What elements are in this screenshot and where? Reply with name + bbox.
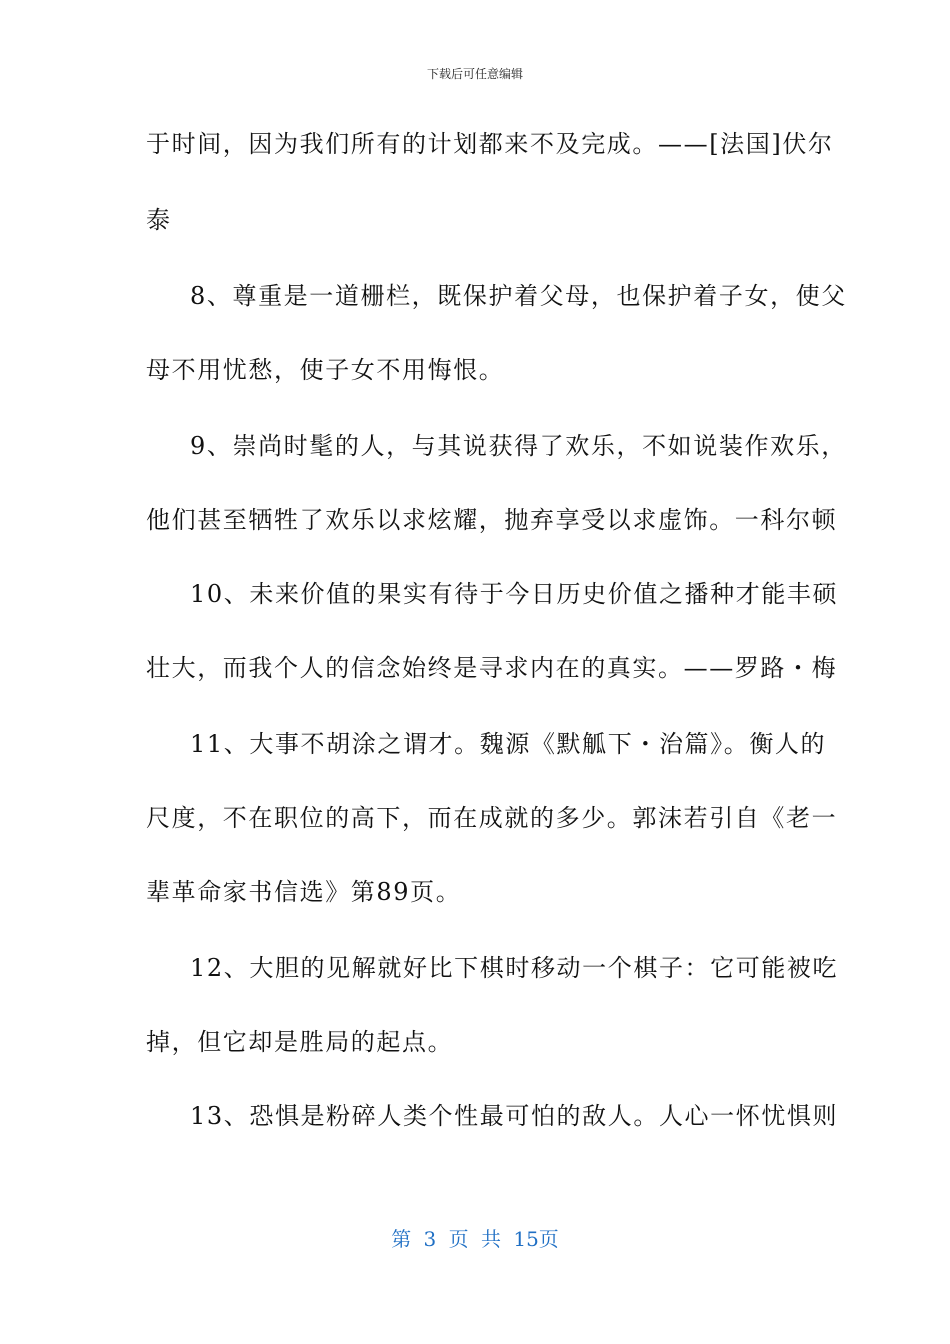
text-line: 辈革命家书信选》第89页。 (146, 878, 462, 906)
text-line: 13、恐惧是粉碎人类个性最可怕的敌人。人心一怀忧惧则 (190, 1102, 839, 1130)
page-number-indicator: 第 3 页 共 15页 (391, 1227, 559, 1251)
text-line: 尺度，不在职位的高下，而在成就的多少。郭沫若引自《老一 (146, 804, 838, 832)
text-line: 泰 (146, 206, 172, 234)
text-line: 他们甚至牺牲了欢乐以求炫耀，抛弃享受以求虚饰。一科尔顿 (146, 506, 838, 534)
text-line: 11、大事不胡涂之谓才。魏源《默觚下・治篇》。衡人的 (190, 730, 827, 758)
page-header-note: 下载后可任意编辑 (426, 67, 523, 81)
text-line: 8、尊重是一道栅栏，既保护着父母，也保护着子女，使父 (190, 282, 847, 310)
text-line: 于时间，因为我们所有的计划都来不及完成。——[法国]伏尔 (146, 130, 834, 158)
text-line: 9、崇尚时髦的人，与其说获得了欢乐，不如说装作欢乐， (190, 432, 847, 460)
text-line: 12、大胆的见解就好比下棋时移动一个棋子：它可能被吃 (190, 954, 839, 982)
text-line: 母不用忧愁，使子女不用悔恨。 (146, 356, 505, 384)
text-line: 壮大，而我个人的信念始终是寻求内在的真实。——罗路・梅 (146, 654, 838, 682)
text-line: 掉，但它却是胜局的起点。 (146, 1028, 454, 1056)
text-line: 10、未来价值的果实有待于今日历史价值之播种才能丰硕 (190, 580, 839, 608)
